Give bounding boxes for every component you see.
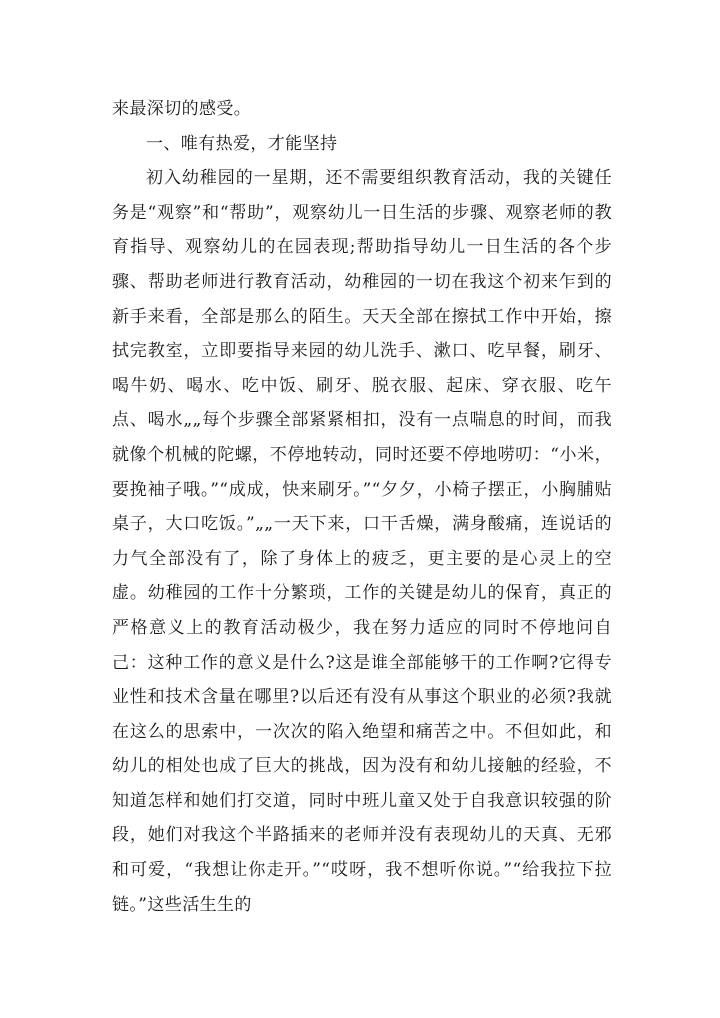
body-paragraph: 初入幼稚园的一星期，还不需要组织教育活动，我的关键任务是“观察”和“帮助”，观察幼儿一日生活的步骤、观察老师的教育指导、观察幼儿的在园表现;帮助指导幼儿一日生活的各个步骤、帮助老师进行教育活动，幼稚园的一切在我这个初来乍到的新手来看，全部是那么的陌生。天天全部在擦拭工作中开始，擦拭完教室，立即要指导来园的幼儿洗手、漱口、吃早餐，刷牙、喝牛奶、喝水、吃中饭、刷牙、脱衣服、起床、穿衣服、吃午点、喝水„„每个步骤全部紧紧相扣，没有一点喘息的时间，而我就像个机械的陀螺，不停地转动，同时还要不停地唠叨：“小米，要挽袖子哦。”“成成，快来刷牙。”“夕夕，小椅子摆正，小胸脯贴桌子，大口吃饭。”„„一天下来，口干舌燥，满身酸痛，连说话的力气全部没有了，除了身体上的疲乏，更主要的是心灵上的空虚。幼稚园的工作十分繁琐，工作的关键是幼儿的保育，真正的严格意义上的教育活动极少，我在努力适应的同时不停地问自己：这种工作的意义是什么?这是谁全部能够干的工作啊?它得专业性和技术含量在哪里?以后还有没有从事这个职业的必须?我就在这么的思索中，一次次的陷入绝望和痛苦之中。不但如此，和幼儿的相处也成了巨大的挑战，因为没有和幼儿接触的经验，不知道怎样和她们打交道，同时中班儿童又处于自我意识较强的阶段，她们对我这个半路插来的老师并没有表现幼儿的天真、无邪和可爱，“我想让你走开。”“哎呀，我不想听你说。”“给我拉下拉链。”这些活生生的 <box>112 168 612 915</box>
paragraph-continuation: 来最深切的感受。 <box>112 99 252 119</box>
section-heading: 一、唯有热爱，才能坚持 <box>146 133 338 154</box>
document-body <box>112 92 612 922</box>
